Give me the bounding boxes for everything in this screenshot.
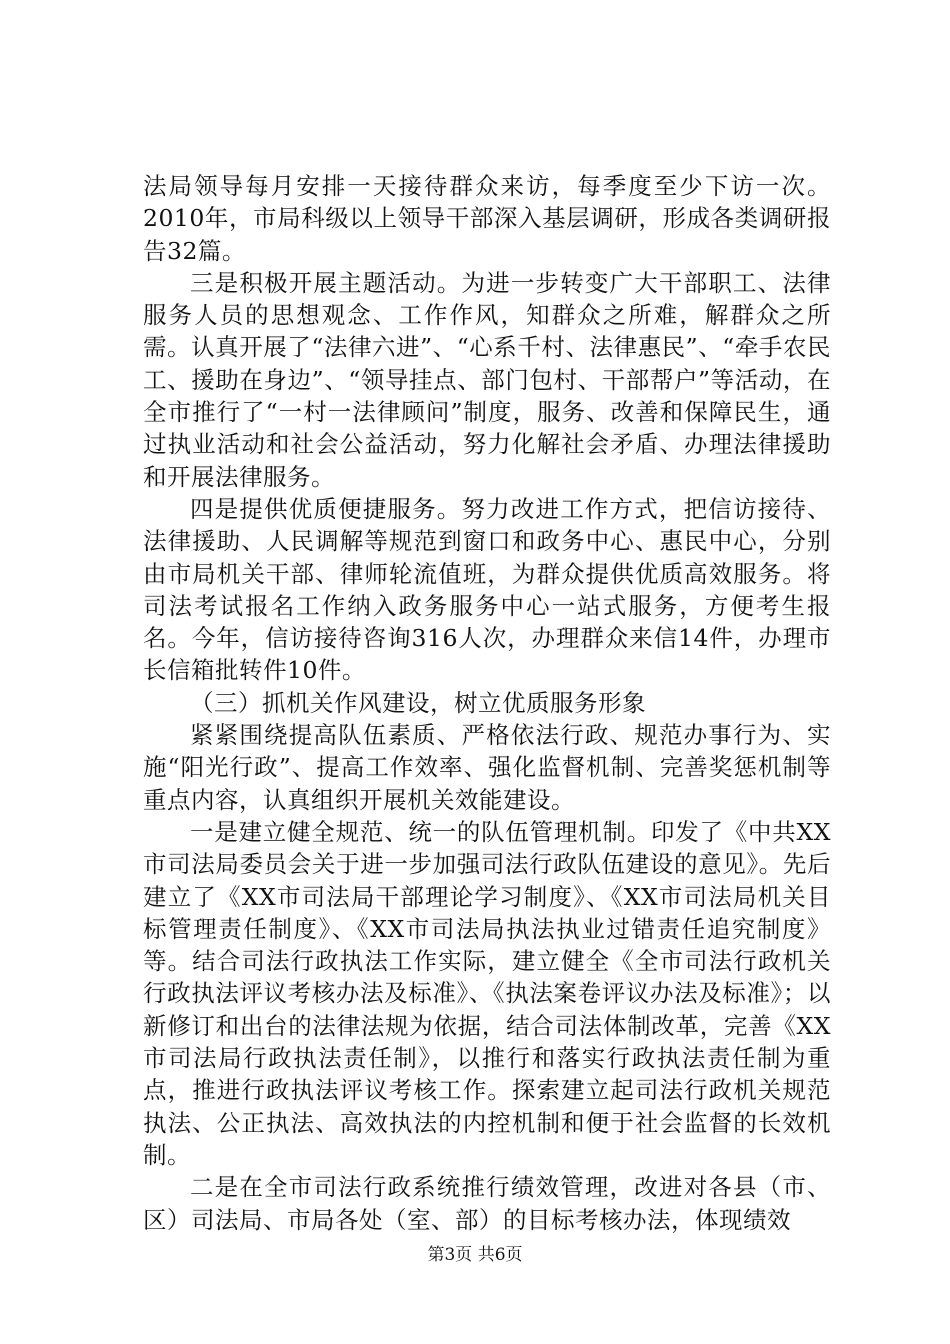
paragraph-5: 紧紧围绕提高队伍素质、严格依法行政、规范办事行为、实施“阳光行政”、提高工作效率、强化监督机制、完善奖惩机制等重点内容，认真组织开展机关效能建设。 [143, 721, 831, 814]
section-heading: （三）抓机关作风建设，树立优质服务形象 [190, 688, 646, 717]
paragraph-7: 二是在全市司法行政系统推行绩效管理，改进对各县（市、区）司法局、市局各处（室、部）的目标考核办法，体现绩效 [143, 1173, 831, 1234]
page-number-footer: 第3页 共6页 [427, 1245, 523, 1265]
paragraph-2: 三是积极开展主题活动。为进一步转变广大干部职工、法律服务人员的思想观念、工作作风，知群众之所难，解群众之所需。认真开展了“法律六进”、“心系千村、法律惠民”、“牵手农民工、援助在身边”、“领导挂点、部门包村、干部帮户”等活动，在全市推行了“一村一法律顾问”制度，服务、改善和保障民生，通过执业活动和社会公益活动，努力化解社会矛盾、办理法律援助和开展法律服务。 [143, 268, 831, 491]
document-body [143, 170, 831, 1236]
paragraph-1: 法局领导每月安排一天接待群众来访，每季度至少下访一次。2010年，市局科级以上领导干部深入基层调研，形成各类调研报告32篇。 [143, 172, 831, 265]
paragraph-3: 四是提供优质便捷服务。努力改进工作方式，把信访接待、法律援助、人民调解等规范到窗口和政务中心、惠民中心，分别由市局机关干部、律师轮流值班，为群众提供优质高效服务。将司法考试报名工作纳入政务服务中心一站式服务，方便考生报名。今年，信访接待咨询316人次，办理群众来信14件，办理市长信箱批转件10件。 [143, 494, 831, 685]
paragraph-6: 一是建立健全规范、统一的队伍管理机制。印发了《中共XX市司法局委员会关于进一步加强司法行政队伍建设的意见》。先后建立了《XX市司法局干部理论学习制度》、《XX市司法局机关目标管理责任制度》、《XX市司法局执法执业过错责任追究制度》等。结合司法行政执法工作实际，建立健全《全市司法行政机关行政执法评议考核办法及标准》、《执法案卷评议办法及标准》；以新修订和出台的法律法规为依据，结合司法体制改革，完善《XX市司法局行政执法责任制》，以推行和落实行政执法责任制为重点，推进行政执法评议考核工作。探索建立起司法行政机关规范执法、公正执法、高效执法的内控机制和便于社会监督的长效机制。 [143, 817, 831, 1169]
